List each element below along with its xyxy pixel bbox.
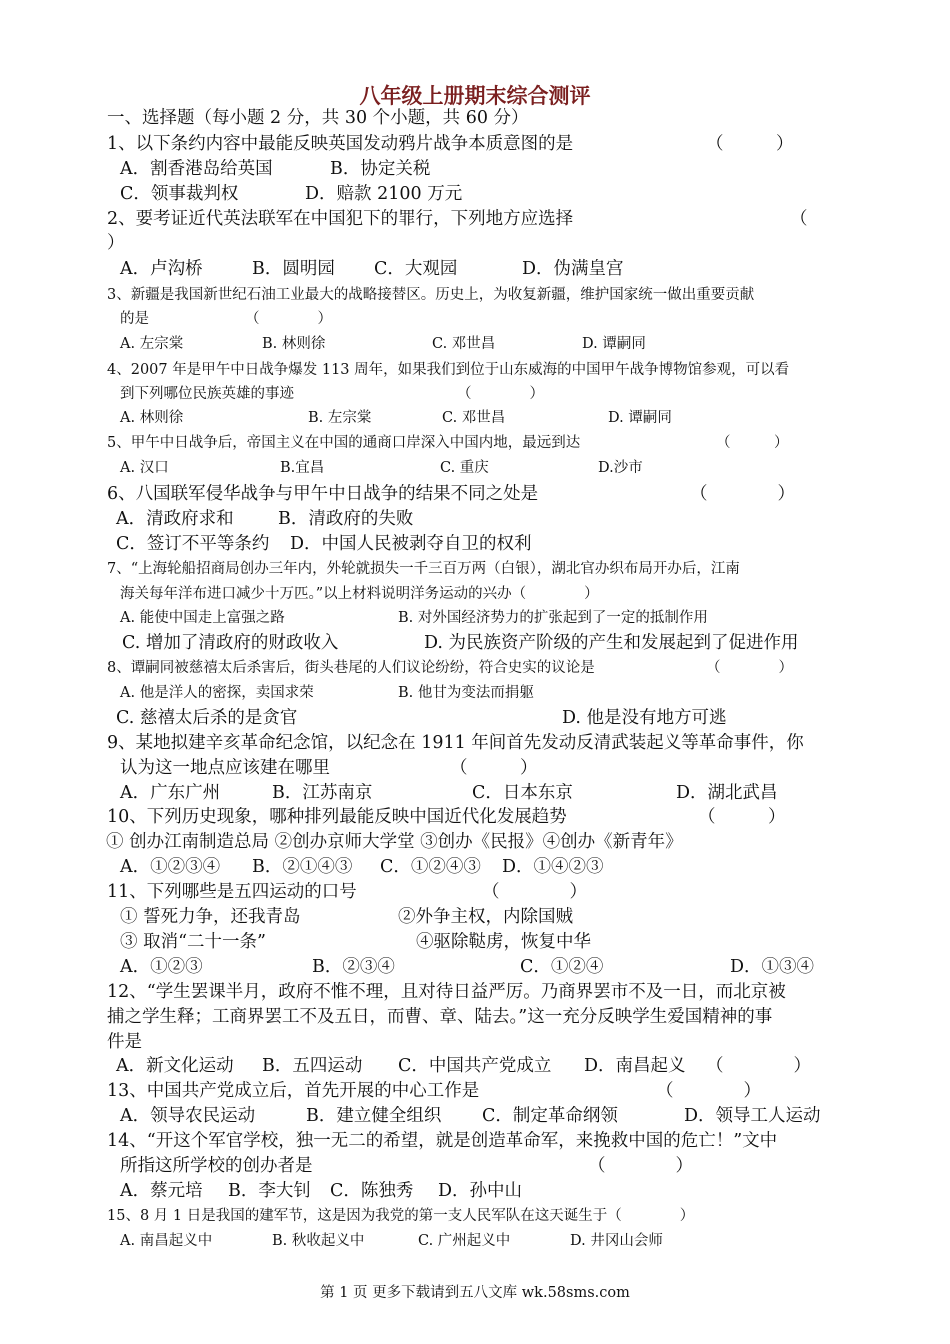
option-b: B．②③④	[312, 957, 395, 977]
question-stem: 5、甲午中日战争后，帝国主义在中国的通商口岸深入中国内地，最远到达	[107, 435, 581, 451]
option-a: A. 他是洋人的密探，卖国求荣	[120, 685, 314, 701]
slogan-3: ③ 取消“二十一条”	[120, 932, 266, 952]
question-stem: 15、8 月 1 日是我国的建军节，这是因为我党的第一支人民军队在这天诞生于（ ）	[107, 1208, 695, 1224]
question-stem: 14、“开这个军官学校，独一无二的希望，就是创造革命军，来挽救中国的危亡！”文中	[107, 1131, 778, 1151]
option-d: D. 为民族资产阶级的产生和发展起到了促进作用	[424, 633, 799, 653]
option-d: D.沙市	[598, 460, 643, 476]
answer-blank: （ ）	[706, 660, 793, 676]
option-c: C．大观园	[374, 259, 458, 279]
option-c: C. 邓世昌	[442, 410, 506, 426]
question-stem: 2、要考证近代英法联军在中国犯下的罪行，下列地方应选择	[107, 209, 574, 229]
option-a: A．新文化运动	[116, 1056, 234, 1076]
answer-blank: （ ）	[450, 758, 538, 778]
option-b: B.宜昌	[280, 460, 325, 476]
question-items: ① 创办江南制造总局 ②创办京师大学堂 ③创办《民报》④创办《新青年》	[106, 832, 683, 852]
question-stem-cont: 件是	[107, 1032, 142, 1052]
option-b: B．清政府的失败	[278, 509, 414, 529]
answer-blank: （ ）	[706, 1056, 811, 1076]
option-c: C．①②④③	[380, 857, 481, 877]
option-a: A. 左宗棠	[120, 336, 184, 352]
option-d: D．①③④	[730, 957, 815, 977]
option-c: C. 广州起义中	[418, 1233, 511, 1249]
question-stem: 4、2007 年是甲午中日战争爆发 113 周年，如果我们到位于山东威海的中国甲午战争博物馆参观，可以看	[107, 362, 790, 378]
question-stem: 8、谭嗣同被慈禧太后杀害后，街头巷尾的人们议论纷纷，符合史实的议论是	[107, 660, 595, 676]
question-stem: 10、下列历史现象，哪种排列最能反映中国近代化发展趋势	[107, 807, 567, 827]
option-c: C．领事裁判权	[120, 184, 239, 204]
option-b: B．五四运动	[262, 1056, 363, 1076]
answer-blank: （ ）	[588, 1156, 693, 1176]
option-d: D．中国人民被剥夺自卫的权利	[290, 534, 532, 554]
answer-blank: （ ）	[706, 134, 794, 154]
option-b: B．②①④③	[252, 857, 353, 877]
option-c: C．日本东京	[472, 783, 573, 803]
option-a: A．卢沟桥	[120, 259, 203, 279]
question-stem: 3、新疆是我国新世纪石油工业最大的战略接替区。历史上，为收复新疆，维护国家统一做出重要贡献	[107, 287, 755, 303]
question-stem-cont: 所指这所学校的创办者是	[120, 1156, 313, 1176]
option-c: C．签订不平等条约	[116, 534, 270, 554]
question-stem-cont: 的是	[120, 311, 149, 327]
option-a: A．蔡元培	[120, 1181, 203, 1201]
slogan-2: ②外争主权，内除国贼	[398, 907, 573, 927]
answer-blank: （ ）	[716, 435, 789, 451]
option-c: C．陈独秀	[330, 1181, 414, 1201]
question-stem: 7、“上海轮船招商局创办三年内，外轮就损失一千三百万两（白银），湖北官办织布局开办后，江南	[107, 561, 740, 577]
question-stem: 9、某地拟建辛亥革命纪念馆，以纪念在 1911 年间首先发动反清武装起义等革命事件，你	[107, 733, 804, 753]
question-stem-cont: 认为这一地点应该建在哪里	[120, 758, 330, 778]
option-c: C．①②④	[520, 957, 604, 977]
question-stem: 1、以下条约内容中最能反映英国发动鸦片战争本质意图的是	[107, 134, 574, 154]
option-d: D. 井冈山会师	[570, 1233, 663, 1249]
page-title: 八年级上册期末综合测评	[359, 83, 591, 108]
option-c: C. 重庆	[440, 460, 489, 476]
question-stem-cont: 海关每年洋布进口减少十万匹。”以上材料说明洋务运动的兴办（ ）	[120, 586, 599, 602]
slogan-4: ④驱除鞑虏，恢复中华	[416, 932, 591, 952]
question-stem: 11、下列哪些是五四运动的口号	[107, 882, 357, 902]
option-b: B. 对外国经济势力的扩张起到了一定的抵制作用	[398, 610, 708, 626]
section-heading: 一、选择题（每小题 2 分，共 30 个小题，共 60 分）	[107, 108, 529, 128]
question-stem: 6、八国联军侵华战争与甲午中日战争的结果不同之处是	[107, 484, 539, 504]
option-b: B．圆明园	[252, 259, 335, 279]
option-d: D．①④②③	[502, 857, 604, 877]
option-d: D. 谭嗣同	[582, 336, 646, 352]
option-b: B. 林则徐	[262, 336, 326, 352]
option-d: D．赔款 2100 万元	[305, 184, 463, 204]
question-stem: 13、中国共产党成立后，首先开展的中心工作是	[107, 1081, 480, 1101]
option-d: D．湖北武昌	[676, 783, 778, 803]
answer-blank: （ ）	[245, 311, 332, 327]
option-d: D．伪满皇宫	[522, 259, 624, 279]
option-c: C. 邓世昌	[432, 336, 496, 352]
option-a: A．领导农民运动	[120, 1106, 256, 1126]
option-a: A. 汉口	[120, 460, 169, 476]
option-c: C．制定革命纲领	[482, 1106, 618, 1126]
answer-blank: （ ）	[690, 484, 795, 504]
answer-blank: （ ）	[656, 1081, 761, 1101]
option-a: A. 南昌起义中	[120, 1233, 213, 1249]
option-a: A．①②③④	[120, 857, 221, 877]
question-stem-cont: ）	[107, 233, 125, 253]
option-b: B. 左宗棠	[308, 410, 372, 426]
option-d: D. 谭嗣同	[608, 410, 672, 426]
question-stem-cont: 捕之学生释；工商界罢工不及五日，而曹、章、陆去。”这一充分反映学生爱国精神的事	[107, 1007, 773, 1027]
option-c: C. 增加了清政府的财政收入	[122, 633, 339, 653]
option-b: B．李大钊	[228, 1181, 311, 1201]
option-a: A．广东广州	[120, 783, 221, 803]
option-c: C．中国共产党成立	[398, 1056, 552, 1076]
option-b: B．协定关税	[330, 159, 431, 179]
question-stem: 12、“学生罢课半月，政府不惟不理，且对待日益严厉。乃商界罢市不及一日，而北京被	[107, 982, 786, 1002]
option-b: B. 他甘为变法而捐躯	[398, 685, 534, 701]
option-c: C. 慈禧太后杀的是贪官	[116, 708, 298, 728]
option-a: A. 能使中国走上富强之路	[120, 610, 285, 626]
page-footer: 第 1 页 更多下载请到五八文库 wk.58sms.com	[320, 1285, 630, 1301]
option-d: D．领导工人运动	[684, 1106, 821, 1126]
question-stem-cont: 到下列哪位民族英雄的事迹	[120, 386, 294, 402]
option-a: A．清政府求和	[116, 509, 234, 529]
option-d: D. 他是没有地方可逃	[562, 708, 727, 728]
option-a: A．割香港岛给英国	[120, 159, 273, 179]
option-a: A．①②③	[120, 957, 203, 977]
option-d: D．孙中山	[438, 1181, 523, 1201]
option-d: D．南昌起义	[584, 1056, 686, 1076]
answer-blank: （ ）	[457, 386, 544, 402]
slogan-1: ① 誓死力争，还我青岛	[120, 907, 301, 927]
answer-blank: （ ）	[482, 882, 587, 902]
option-b: B．江苏南京	[272, 783, 373, 803]
option-b: B. 秋收起义中	[272, 1233, 365, 1249]
answer-blank: （	[790, 209, 808, 229]
option-b: B．建立健全组织	[306, 1106, 442, 1126]
option-a: A. 林则徐	[120, 410, 184, 426]
answer-blank: （ ）	[698, 807, 786, 827]
